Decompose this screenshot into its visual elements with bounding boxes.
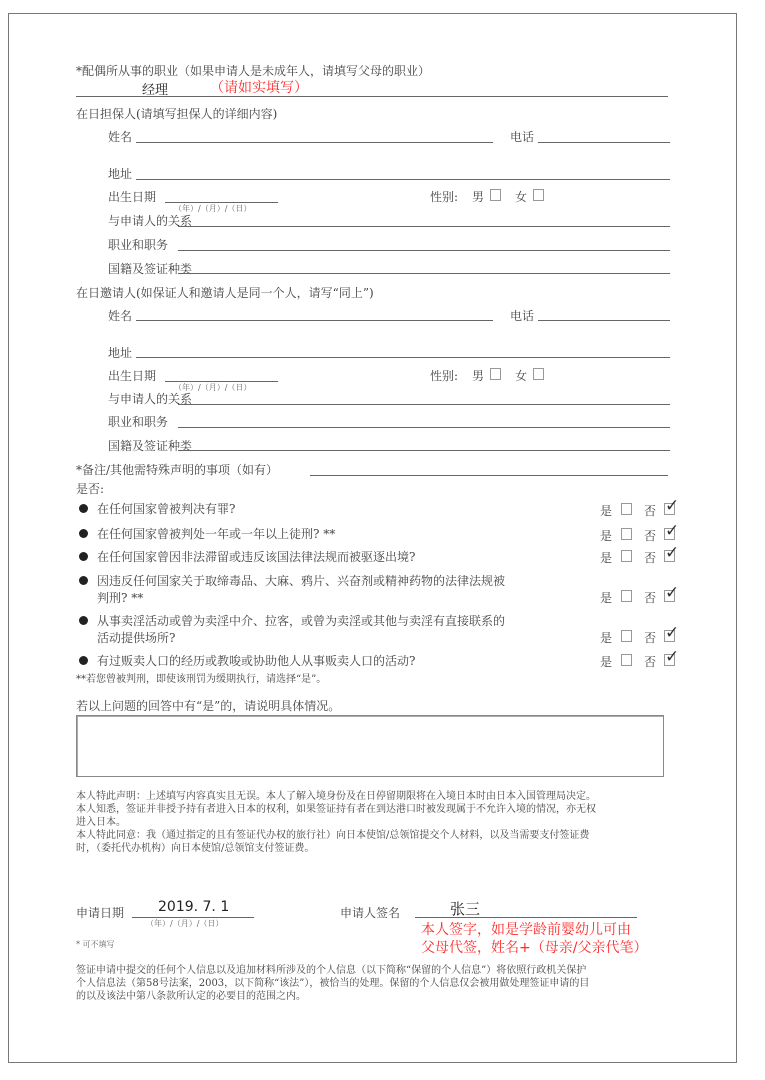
yes-checkbox[interactable]	[621, 528, 632, 540]
no-label: 否	[644, 655, 657, 669]
bullet-icon	[79, 552, 88, 561]
check-mark-icon: ✓	[665, 543, 680, 563]
signature-label: 申请人签名	[340, 906, 401, 920]
inviter-gender-label: 性别:	[430, 369, 459, 383]
no-label: 否	[644, 529, 657, 543]
guarantor-relation-field[interactable]	[178, 226, 670, 227]
bullet-icon	[79, 616, 88, 625]
remarks-label: *备注/其他需特殊声明的事项（如有）	[76, 463, 279, 477]
inviter-heading: 在日邀请人(如保证人和邀请人是同一个人，请写“同上”)	[76, 286, 374, 300]
guarantor-job-label: 职业和职务	[108, 238, 169, 252]
guarantor-male-checkbox[interactable]	[490, 189, 501, 201]
question-text: 因违反任何国家关于取缔毒品、大麻、鸦片、兴奋剂或精神药物的法律法规被	[97, 574, 506, 588]
check-mark-icon: ✓	[665, 521, 680, 541]
privacy-line-1: 签证申请中提交的任何个人信息以及追加材料所涉及的个人信息（以下简称“保留的个人信息”）将依照行政机关保护	[76, 965, 587, 976]
yesno-heading: 是否:	[76, 482, 105, 496]
guarantor-nationality-field[interactable]	[178, 273, 670, 274]
application-date-label: 申请日期	[76, 906, 125, 920]
guarantor-job-field[interactable]	[178, 250, 670, 251]
guarantor-relation-label: 与申请人的关系	[108, 214, 193, 228]
spouse-occupation-line	[76, 96, 668, 97]
guarantor-female-label: 女	[515, 190, 528, 204]
guarantor-heading: 在日担保人(请填写担保人的详细内容)	[76, 107, 278, 121]
inviter-address-field[interactable]	[136, 357, 670, 358]
inviter-phone-label: 电话	[510, 309, 535, 323]
question-text-continued: 判刑? **	[97, 591, 144, 605]
question-text-continued: 活动提供场所?	[97, 631, 176, 645]
yes-checkbox[interactable]	[621, 654, 632, 666]
bullet-icon	[79, 504, 88, 513]
no-label: 否	[644, 591, 657, 605]
guarantor-female-checkbox[interactable]	[533, 189, 544, 201]
inviter-male-label: 男	[472, 369, 485, 383]
yes-label: 是	[600, 591, 613, 605]
check-mark-icon: ✓	[665, 496, 680, 516]
question-text: 在任何国家曾被判处一年或一年以上徒刑? **	[97, 527, 336, 541]
explain-label: 若以上问题的回答中有“是”的，请说明具体情况。	[76, 699, 341, 713]
inviter-name-label: 姓名	[108, 309, 133, 323]
spouse-occupation-value[interactable]: 经理	[142, 83, 169, 98]
bullet-icon	[79, 529, 88, 538]
yes-checkbox[interactable]	[621, 550, 632, 562]
question-text: 有过贩卖人口的经历或教唆或协助他人从事贩卖人口的活动?	[97, 654, 416, 668]
inviter-male-checkbox[interactable]	[490, 368, 501, 380]
spouse-occupation-label: *配偶所从事的职业（如果申请人是未成年人，请填写父母的职业）	[76, 64, 431, 78]
yes-checkbox[interactable]	[621, 590, 632, 602]
declaration-line-5: 时，（委托代办机构）向日本使馆/总领馆支付签证费。	[76, 843, 315, 854]
question-text: 在任何国家曾被判决有罪?	[97, 502, 236, 516]
yes-label: 是	[600, 551, 613, 565]
conviction-footnote: **若您曾被判刑，即使该刑罚为缓期执行，请选择“是”。	[76, 674, 327, 685]
inviter-dob-label: 出生日期	[108, 369, 157, 383]
yes-checkbox[interactable]	[621, 503, 632, 515]
inviter-job-field[interactable]	[178, 427, 670, 428]
privacy-line-2: 个人信息法（第58号法案，2003，以下简称“该法”），被恰当的处理。保留的个人信息仅会被用做处理签证申请的目	[76, 978, 590, 989]
guarantor-phone-field[interactable]	[538, 142, 670, 143]
inviter-name-field[interactable]	[136, 320, 493, 321]
guarantor-dob-label: 出生日期	[108, 190, 157, 204]
no-label: 否	[644, 551, 657, 565]
guarantor-dob-format: （年）/（月）/（日）	[174, 204, 252, 213]
inviter-address-label: 地址	[108, 346, 133, 360]
yes-checkbox[interactable]	[621, 630, 632, 642]
no-label: 否	[644, 504, 657, 518]
yes-label: 是	[600, 631, 613, 645]
guarantor-address-label: 地址	[108, 167, 133, 181]
application-date-value[interactable]: 2019. 7. 1	[158, 899, 230, 915]
bullet-icon	[79, 656, 88, 665]
declaration-line-2: 本人知悉，签证并非授予持有者进入日本的权利，如果签证持有者在到达港口时被发现属于不允许入境的情况，亦无权	[76, 804, 596, 815]
guarantor-nationality-label: 国籍及签证种类	[108, 262, 193, 276]
signature-line	[415, 917, 637, 918]
remarks-field[interactable]	[310, 475, 668, 476]
no-label: 否	[644, 631, 657, 645]
declaration-line-4: 本人特此同意：我（通过指定的且有签证代办权的旅行社）向日本使馆/总领馆提交个人材料，以及当需要支付签证费	[76, 830, 590, 841]
privacy-line-3: 的以及该法中第八条款所认定的必要目的范围之内。	[76, 991, 306, 1002]
check-mark-icon: ✓	[665, 583, 680, 603]
bullet-icon	[79, 576, 88, 585]
fill-truthfully-hint: （请如实填写）	[210, 80, 308, 96]
inviter-nationality-label: 国籍及签证种类	[108, 439, 193, 453]
guarantor-phone-label: 电话	[510, 130, 535, 144]
application-date-format: （年）/（月）/（日）	[146, 919, 224, 928]
yes-label: 是	[600, 529, 613, 543]
guarantor-male-label: 男	[472, 190, 485, 204]
yes-label: 是	[600, 655, 613, 669]
check-mark-icon: ✓	[665, 647, 680, 667]
inviter-female-checkbox[interactable]	[533, 368, 544, 380]
declaration-line-3: 进入日本。	[76, 817, 126, 828]
optional-note: * 可不填写	[76, 940, 115, 949]
inviter-dob-format: （年）/（月）/（日）	[174, 383, 252, 392]
signature-note-line-1: 本人签字，如是学龄前婴幼儿可由	[421, 922, 631, 938]
declaration-line-1: 本人特此声明：上述填写内容真实且无误。本人了解入境身份及在日停留期限将在入境日本时由日本入国管理局决定。	[76, 791, 596, 802]
explanation-textbox[interactable]	[76, 715, 664, 777]
question-text: 在任何国家曾因非法滞留或违反该国法律法规而被驱逐出境?	[97, 550, 416, 564]
inviter-relation-field[interactable]	[178, 404, 670, 405]
inviter-nationality-field[interactable]	[178, 450, 670, 451]
signature-note-line-2: 父母代签，姓名+（母亲/父亲代笔）	[421, 940, 648, 956]
signature-value[interactable]: 张三	[450, 900, 481, 918]
inviter-job-label: 职业和职务	[108, 415, 169, 429]
check-mark-icon: ✓	[665, 623, 680, 643]
guarantor-gender-label: 性别:	[430, 190, 459, 204]
inviter-phone-field[interactable]	[538, 320, 670, 321]
guarantor-name-field[interactable]	[136, 142, 493, 143]
inviter-female-label: 女	[515, 369, 528, 383]
question-text: 从事卖淫活动或曾为卖淫中介、拉客，或曾为卖淫或其他与卖淫有直接联系的	[97, 614, 506, 628]
guarantor-name-label: 姓名	[108, 130, 133, 144]
guarantor-address-field[interactable]	[136, 179, 670, 180]
inviter-relation-label: 与申请人的关系	[108, 392, 193, 406]
yes-label: 是	[600, 504, 613, 518]
